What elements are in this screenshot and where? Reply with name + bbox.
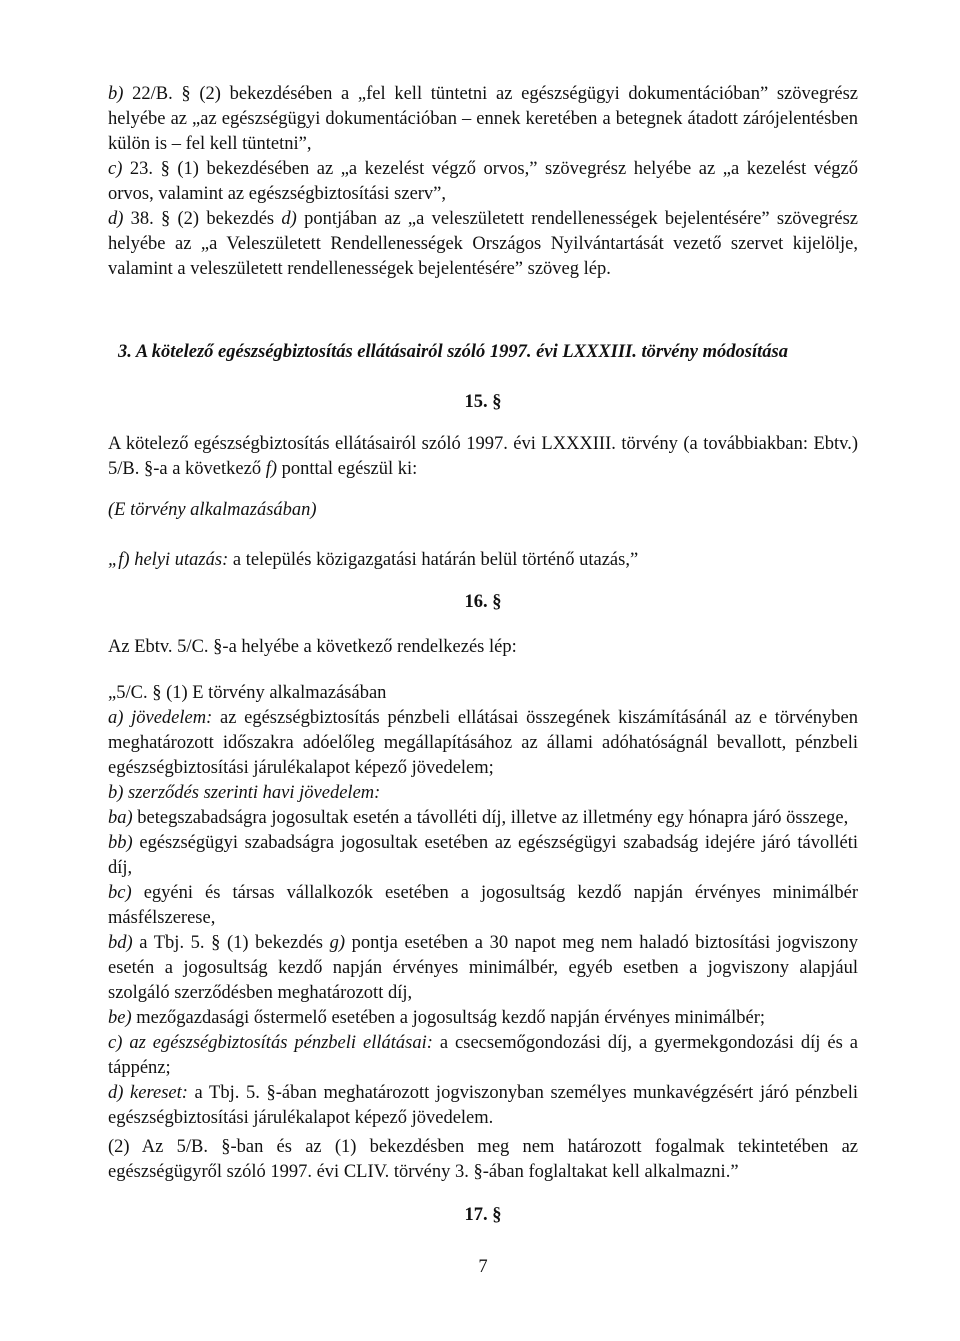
definition-bc-label: bc) (108, 883, 132, 903)
section-d (108, 207, 858, 282)
definition-d (108, 1081, 858, 1131)
section-c (108, 157, 858, 207)
definition-a-label: a) jövedelem: (108, 708, 213, 728)
definition-d-text: a Tbj. 5. §-ában meghatározott jogviszonyban személyes munkavégzésért járó pénzbeli egészségbiztosítási járulékalapot képező jövedelem. (108, 1083, 858, 1128)
paragraph-15-text-2: ponttal egészül ki: (281, 459, 418, 479)
definition-bb-text: egészségügyi szabadságra jogosultak esetében az egészségügyi szabadság idejére járó távolléti díj, (108, 833, 858, 878)
definition-d-label: d) kereset: (108, 1083, 188, 1103)
paragraph-17-number: 17. § (464, 1205, 502, 1225)
paragraph-16-body (108, 681, 858, 1131)
section-d-text-1: 38. § (2) bekezdés (130, 209, 275, 229)
definition-bd-g-label: g) (329, 933, 346, 953)
section-b (108, 82, 858, 157)
definition-c (108, 1031, 858, 1081)
paragraph-15-context: (E törvény alkalmazásában) (108, 500, 317, 520)
section-3-heading: 3. A kötelező egészségbiztosítás ellátásairól szóló 1997. évi LXXXIII. törvény módosítása (118, 342, 788, 362)
definition-be-label: be) (108, 1008, 132, 1028)
definition-be-text: mezőgazdasági őstermelő esetében a jogosultság kezdő napján érvényes minimálbér; (136, 1008, 766, 1028)
section-d-label: d) (108, 209, 124, 229)
definition-bd-text-1: a Tbj. 5. § (1) bekezdés (139, 933, 323, 953)
definition-b-label: b) szerződés szerinti havi jövedelem: (108, 783, 381, 803)
definition-bc (108, 881, 858, 931)
section-d-text-2: pontjában az „a veleszületett rendellenességek bejelentésére” szövegrész helyébe az „a Veleszületett Rendellenességek Országos Nyilvántartását vezető szervet kijelölje, valamint a veleszületett rendellenességek bejelentésére” szöveg lép. (108, 209, 859, 279)
definition-c-label: c) az egészségbiztosítás pénzbeli ellátásai: (108, 1033, 433, 1053)
section-d-label-2: d) (281, 209, 297, 229)
definition-ba-text: betegszabadságra jogosultak esetén a távolléti díj, illetve az illetmény egy hónapra járó összege, (137, 808, 849, 828)
definition-be (108, 1006, 858, 1031)
paragraph-15-quote-text: a település közigazgatási határán belül történő utazás,” (232, 550, 639, 570)
page-number: 7 (478, 1257, 488, 1277)
paragraph-15-text (108, 432, 858, 482)
paragraph-16-heading: „5/C. § (1) E törvény alkalmazásában (108, 683, 387, 703)
definition-bb (108, 831, 858, 881)
definition-a (108, 706, 858, 781)
definition-bd-label: bd) (108, 933, 133, 953)
paragraph-16-number: 16. § (464, 592, 502, 612)
definition-a-text: az egészségbiztosítás pénzbeli ellátásai összegének kiszámításánál az e törvényben meghatározott időszakra adóelőleg megállapításához az állami adóhatóságnál bevallott, pénzbeli egészségbiztosítási járulékalapot képező jövedelem; (108, 708, 859, 778)
paragraph-15-label: f) (265, 459, 278, 479)
paragraph-15-quote-label: „f) helyi utazás: (108, 550, 229, 570)
paragraph-16-subsection-2: (2) Az 5/B. §-ban és az (1) bekezdésben meg nem határozott fogalmak tekintetében az egészségügyről szóló 1997. évi CLIV. törvény 3. §-ában foglaltakat kell alkalmazni.” (108, 1137, 858, 1182)
paragraph-15-text-1: A kötelező egészségbiztosítás ellátásairól szóló 1997. évi LXXXIII. törvény (a továbbiakban: Ebtv.) 5/B. §-a a következő (108, 434, 858, 479)
paragraph-15-quote (108, 548, 858, 573)
definition-bd (108, 931, 858, 1006)
definition-c-text: a csecsemőgondozási díj, a gyermekgondozási díj és a táppénz; (108, 1033, 859, 1078)
section-c-label: c) (108, 159, 123, 179)
definition-bb-label: bb) (108, 833, 133, 853)
definition-b (108, 781, 858, 806)
definition-bd-text-2: pontja esetében a 30 napot meg nem haladó biztosítási jogviszony esetén a jogosultság kezdő napján érvényes minimálbér, egyéb esetben a jogviszony alapjául szolgáló szerződésben meghatározott díj, (108, 933, 859, 1003)
paragraph-15-number: 15. § (464, 392, 502, 412)
section-c-text: 23. § (1) bekezdésében az „a kezelést végző orvos,” szövegrész helyébe az „a kezelést végző orvos, valamint az egészségbiztosítási szerv”, (108, 159, 858, 204)
paragraph-16-intro: Az Ebtv. 5/C. §-a helyébe a következő rendelkezés lép: (108, 637, 517, 657)
definition-ba (108, 806, 858, 831)
definition-ba-label: ba) (108, 808, 133, 828)
definition-bc-text: egyéni és társas vállalkozók esetében a jogosultság kezdő napján érvényes minimálbér másfélszerese, (108, 883, 859, 928)
section-b-text: 22/B. § (2) bekezdésében a „fel kell tüntetni az egészségügyi dokumentációban” szövegrész helyébe az „az egészségügyi dokumentációban – ennek keretében a betegnek átadott zárójelentésben külön is – fel kell tüntetni”, (108, 84, 859, 154)
section-b-label: b) (108, 84, 124, 104)
